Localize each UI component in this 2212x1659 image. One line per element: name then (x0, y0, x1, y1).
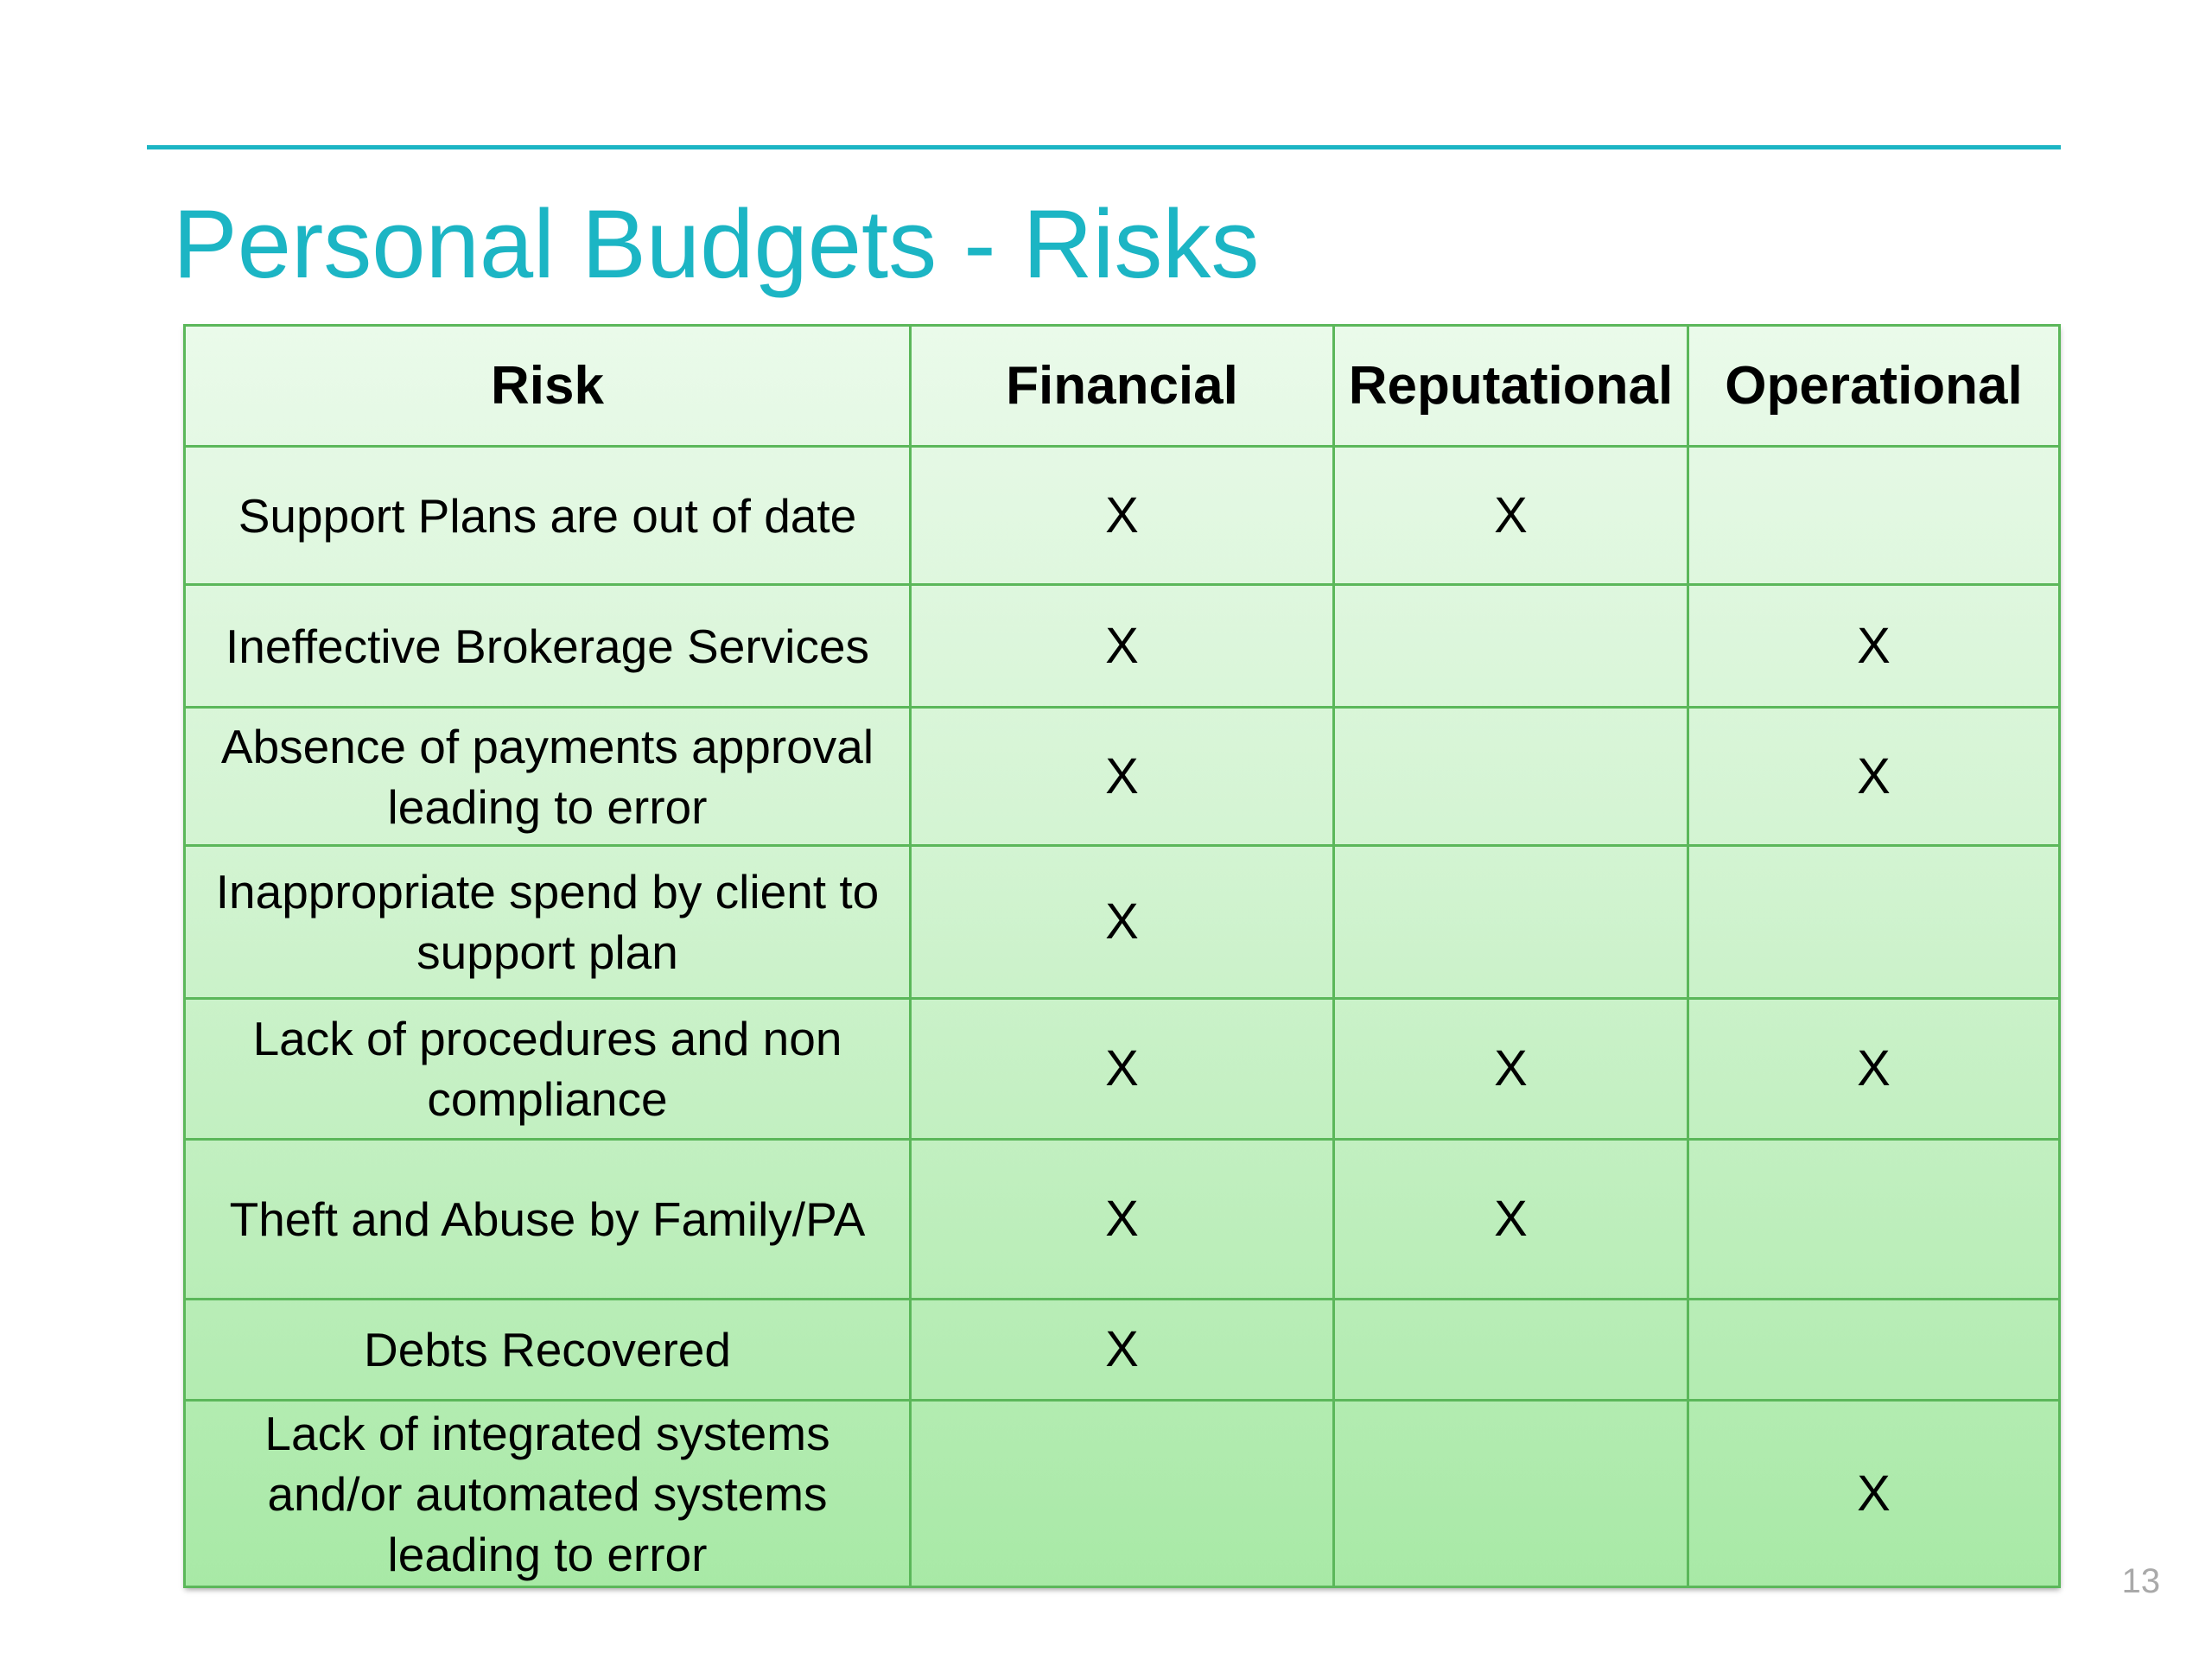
page-number: 13 (2121, 1562, 2160, 1600)
reputational-cell (1334, 1401, 1688, 1587)
operational-cell: X (1688, 1401, 2060, 1587)
financial-cell (911, 1401, 1334, 1587)
header-operational: Operational (1688, 326, 2060, 447)
operational-cell (1688, 1300, 2060, 1401)
reputational-cell (1334, 846, 1688, 999)
risk-cell: Ineffective Brokerage Services (185, 585, 911, 708)
reputational-cell (1334, 585, 1688, 708)
reputational-cell: X (1334, 1140, 1688, 1300)
operational-cell: X (1688, 999, 2060, 1140)
header-risk: Risk (185, 326, 911, 447)
table-row (185, 447, 2060, 585)
top-rule-divider (147, 145, 2061, 149)
operational-cell (1688, 846, 2060, 999)
table-row (185, 1140, 2060, 1300)
header-financial: Financial (911, 326, 1334, 447)
table-row (185, 585, 2060, 708)
financial-cell: X (911, 585, 1334, 708)
financial-cell: X (911, 999, 1334, 1140)
financial-cell: X (911, 708, 1334, 846)
risk-cell: Support Plans are out of date (185, 447, 911, 585)
operational-cell: X (1688, 708, 2060, 846)
financial-cell: X (911, 846, 1334, 999)
operational-cell (1688, 447, 2060, 585)
reputational-cell: X (1334, 999, 1688, 1140)
operational-cell (1688, 1140, 2060, 1300)
table-row (185, 1401, 2060, 1587)
risk-table-container (183, 324, 2058, 1586)
risk-cell: Lack of integrated systems and/or automated systems leading to error (185, 1401, 911, 1587)
financial-cell: X (911, 447, 1334, 585)
operational-cell: X (1688, 585, 2060, 708)
risk-cell: Inappropriate spend by client to support plan (185, 846, 911, 999)
reputational-cell (1334, 708, 1688, 846)
reputational-cell: X (1334, 447, 1688, 585)
financial-cell: X (911, 1140, 1334, 1300)
risk-cell: Theft and Abuse by Family/PA (185, 1140, 911, 1300)
risk-cell: Absence of payments approval leading to error (185, 708, 911, 846)
table-row (185, 708, 2060, 846)
financial-cell: X (911, 1300, 1334, 1401)
header-reputational: Reputational (1334, 326, 1688, 447)
risk-cell: Lack of procedures and non compliance (185, 999, 911, 1140)
slide-title: Personal Budgets - Risks (173, 190, 1260, 298)
table-row (185, 846, 2060, 999)
risk-table (183, 324, 2061, 1588)
reputational-cell (1334, 1300, 1688, 1401)
table-row (185, 1300, 2060, 1401)
table-row (185, 999, 2060, 1140)
header-row (185, 326, 2060, 447)
risk-cell: Debts Recovered (185, 1300, 911, 1401)
